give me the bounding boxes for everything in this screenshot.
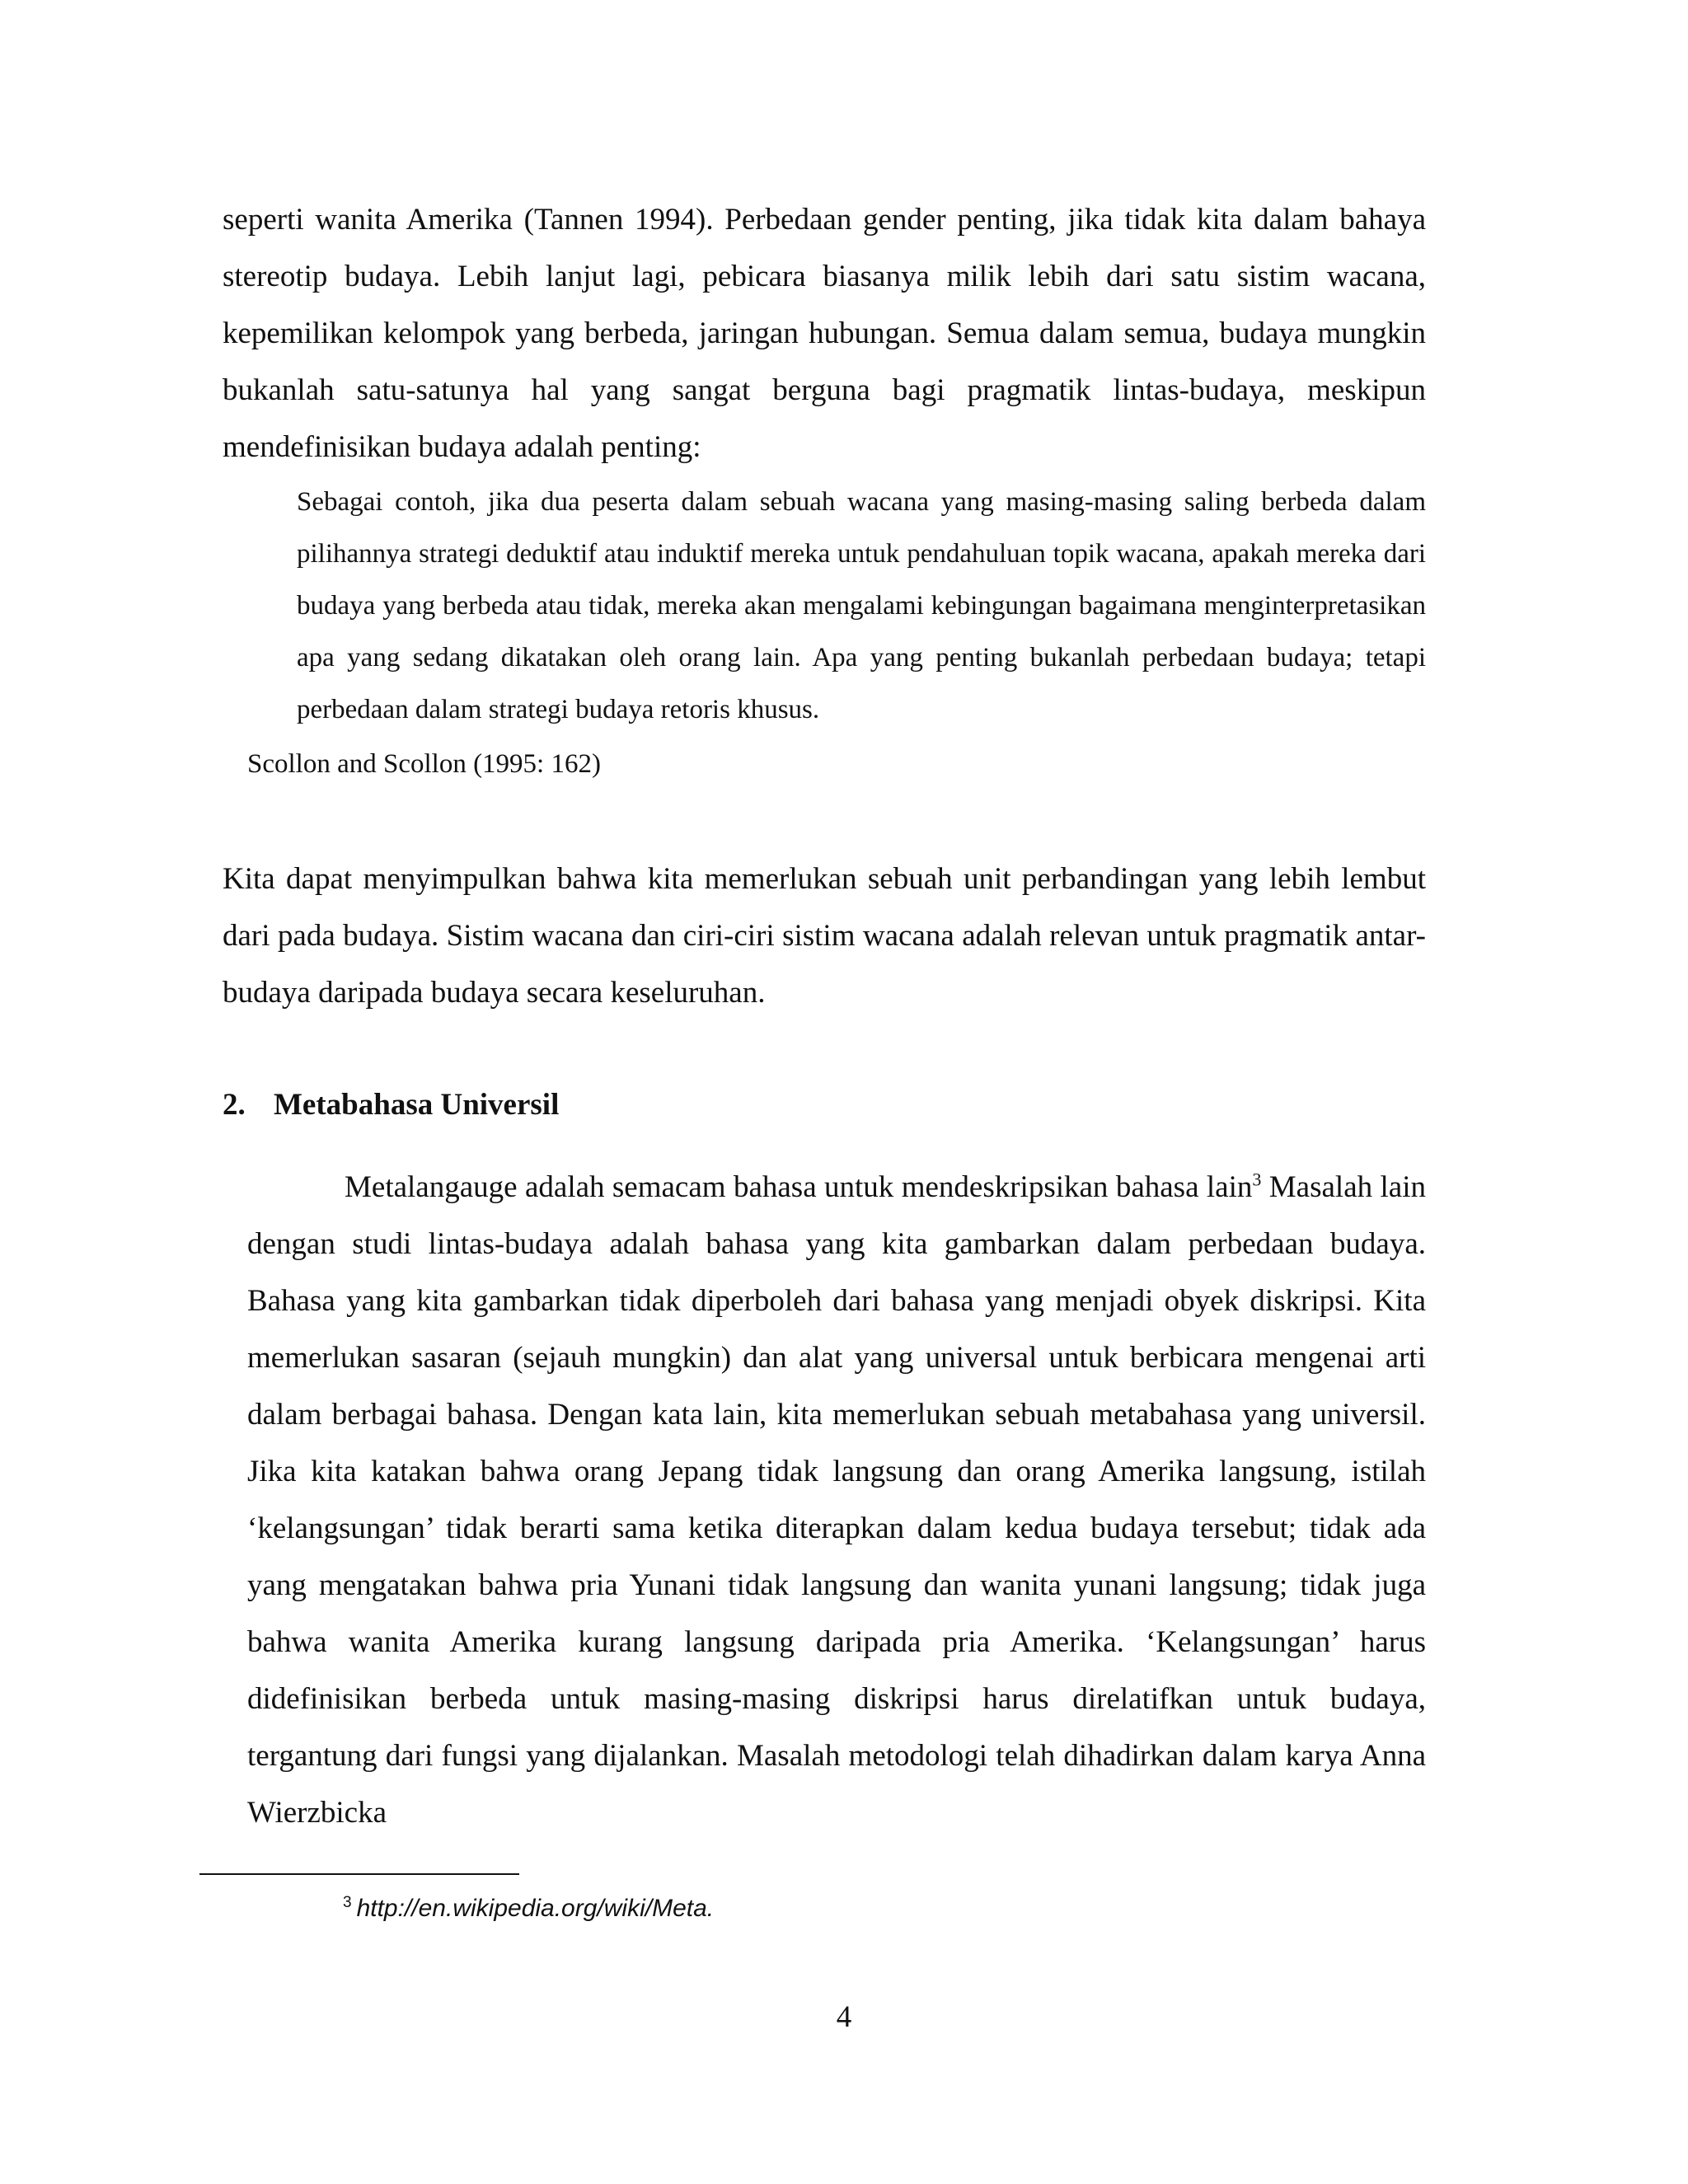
- section-paragraph: [247, 1159, 1426, 1841]
- footnote-reference[interactable]: 3: [1252, 1169, 1262, 1190]
- footnote-marker: 3: [343, 1894, 352, 1911]
- body-paragraph-1: seperti wanita Amerika (Tannen 1994). Perbedaan gender penting, jika tidak kita dalam bahaya stereotip budaya. Lebih lanjut lagi, pebicara biasanya milik lebih dari satu sistim wacana, kepemilikan kelompok yang berbeda, jaringan hubungan. Semua dalam semua, budaya mungkin bukanlah satu-satunya hal yang sangat berguna bagi pragmatik lintas-budaya, meskipun mendefinisikan budaya adalah penting:: [223, 203, 1426, 464]
- footnote-link[interactable]: http://en.wikipedia.org/wiki/Meta.: [356, 1895, 715, 1922]
- section-body-text: Masalah lain dengan studi lintas-budaya adalah bahasa yang kita gambarkan dalam perbedaan budaya. Bahasa yang kita gambarkan tidak diperboleh dari bahasa yang menjadi obyek diskripsi. Kita memerlukan sasaran (sejauh mungkin) dan alat yang universal untuk berbicara mengenai arti dalam berbagai bahasa. Dengan kata lain, kita memerlukan sebuah metabahasa yang universil. Jika kita katakan bahwa orang Jepang tidak langsung dan orang Amerika langsung, istilah ‘kelangsungan’ tidak berarti sama ketika diterapkan dalam kedua budaya tersebut; tidak ada yang mengatakan bahwa pria Yunani tidak langsung dan wanita yunani langsung; tidak juga bahwa wanita Amerika kurang langsung daripada pria Amerika. ‘Kelangsungan’ harus didefinisikan berbeda untuk masing-masing diskripsi harus direlatifkan untuk budaya, tergantung dari fungsi yang dijalankan. Masalah metodologi telah dihadirkan dalam karya Anna Wierzbicka: [247, 1170, 1426, 1830]
- section-lead-sentence: Metalangauge adalah semacam bahasa untuk mendeskripsikan bahasa lain: [345, 1170, 1253, 1204]
- quote-citation: Scollon and Scollon (1995: 162): [247, 749, 601, 779]
- block-quote: Sebagai contoh, jika dua peserta dalam sebuah wacana yang masing-masing saling berbeda dalam pilihannya strategi deduktif atau induktif mereka untuk pendahuluan topik wacana, apakah mereka dari budaya yang berbeda atau tidak, mereka akan mengalami kebingungan bagaimana menginterpretasikan apa yang sedang dikatakan oleh orang lain. Apa yang penting bukanlah perbedaan budaya; tetapi perbedaan dalam strategi budaya retoris khusus.: [297, 487, 1426, 724]
- footnote-separator: [199, 1873, 519, 1875]
- section-title: Metabahasa Universil: [274, 1088, 560, 1122]
- section-heading: [223, 1076, 559, 1133]
- page-number: 4: [836, 2000, 852, 2034]
- footnote: [343, 1889, 714, 1929]
- body-paragraph-2: Kita dapat menyimpulkan bahwa kita memerlukan sebuah unit perbandingan yang lebih lembut dari pada budaya. Sistim wacana dan ciri-ciri sistim wacana adalah relevan untuk pragmatik antar-budaya daripada budaya secara keseluruhan.: [223, 862, 1426, 1010]
- section-number: 2.: [223, 1088, 246, 1122]
